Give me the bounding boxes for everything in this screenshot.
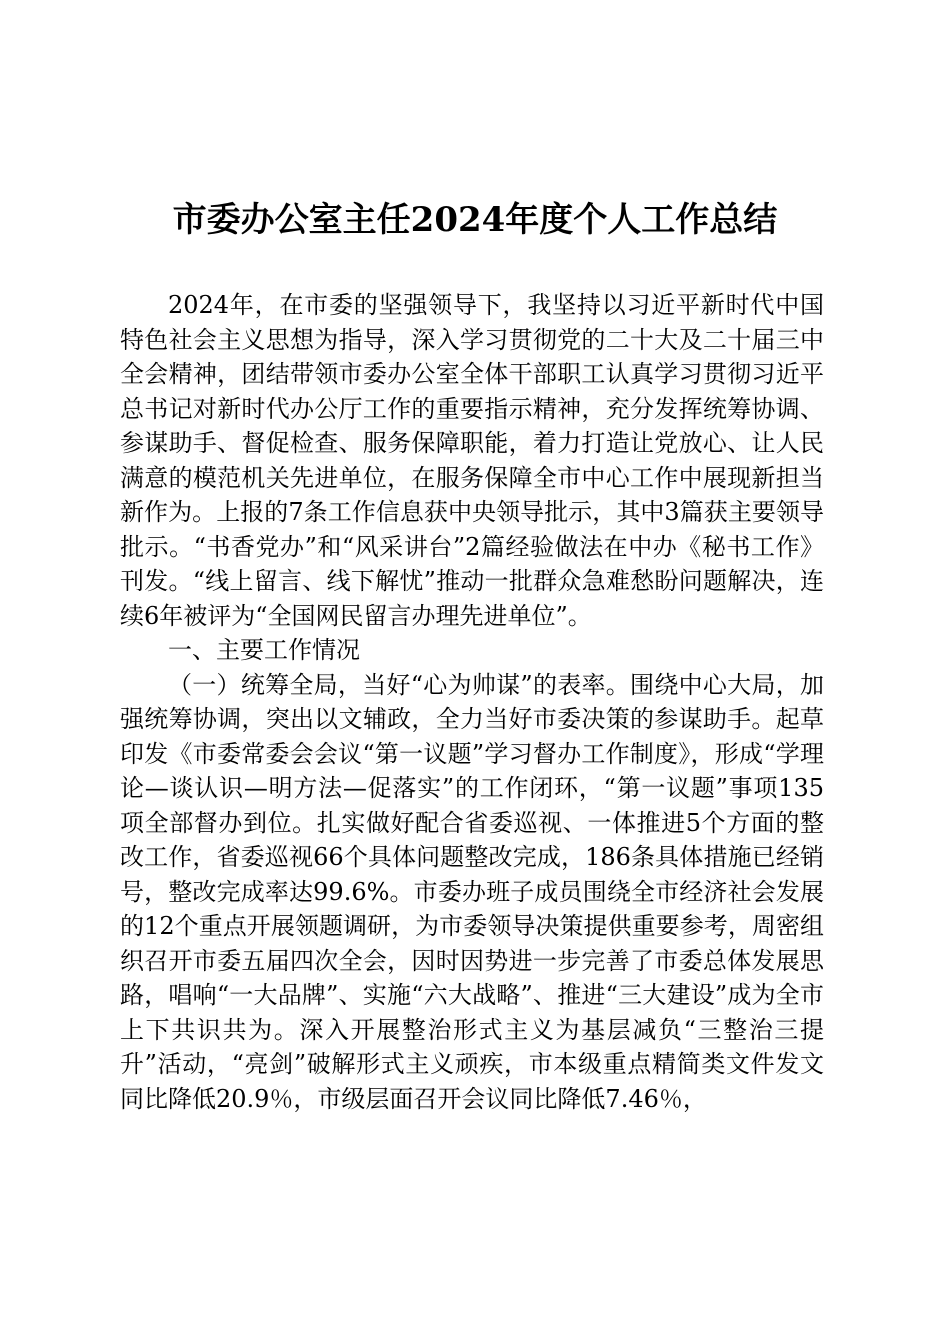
- section-heading-main-work: 一、主要工作情况: [168, 636, 360, 664]
- intro-paragraph: 2024年，在市委的坚强领导下，我坚持以习近平新时代中国特色社会主义思想为指导，深入学习贯彻党的二十大及二十届三中全会精神，团结带领市委办公室全体干部职工认真学习贯彻习近平总书记对新时代办公厅工作的重要指示精神，充分发挥统筹协调、参谋助手、督促检查、服务保障职能，着力打造让党放心、让人民满意的模范机关先进单位，在服务保障全市中心工作中展现新担当新作为。上报的7条工作信息获中央领导批示，其中3篇获主要领导批示。“书香党办”和“风采讲台”2篇经验做法在中办《秘书工作》刊发。“线上留言、线下解忧”推动一批群众急难愁盼问题解决，连续6年被评为“全国网民留言办理先进单位”。: [120, 291, 824, 630]
- document-title: 市委办公室主任2024年度个人工作总结: [172, 200, 778, 240]
- subsection-paragraph-overall-coordination: （一）统筹全局，当好“心为帅谋”的表率。围绕中心大局，加强统筹协调，突出以文辅政，全力当好市委决策的参谋助手。起草印发《市委常委会会议“第一议题”学习督办工作制度》，形成“学理论—谈认识—明方法—促落实”的工作闭环，“第一议题”事项135项全部督办到位。扎实做好配合省委巡视、一体推进5个方面的整改工作，省委巡视66个具体问题整改完成，186条具体措施已经销号，整改完成率达99.6%。市委办班子成员围绕全市经济社会发展的12个重点开展领题调研，为市委领导决策提供重要参考，周密组织召开市委五届四次全会，因时因势进一步完善了市委总体发展思路，唱响“一大品牌”、实施“六大战略”、推进“三大建设”成为全市上下共识共为。深入开展整治形式主义为基层减负“三整治三提升”活动，“亮剑”破解形式主义顽疾，市本级重点精简类文件发文同比降低20.9％，市级层面召开会议同比降低7.46％，: [120, 670, 824, 1113]
- document-body: [120, 288, 824, 1116]
